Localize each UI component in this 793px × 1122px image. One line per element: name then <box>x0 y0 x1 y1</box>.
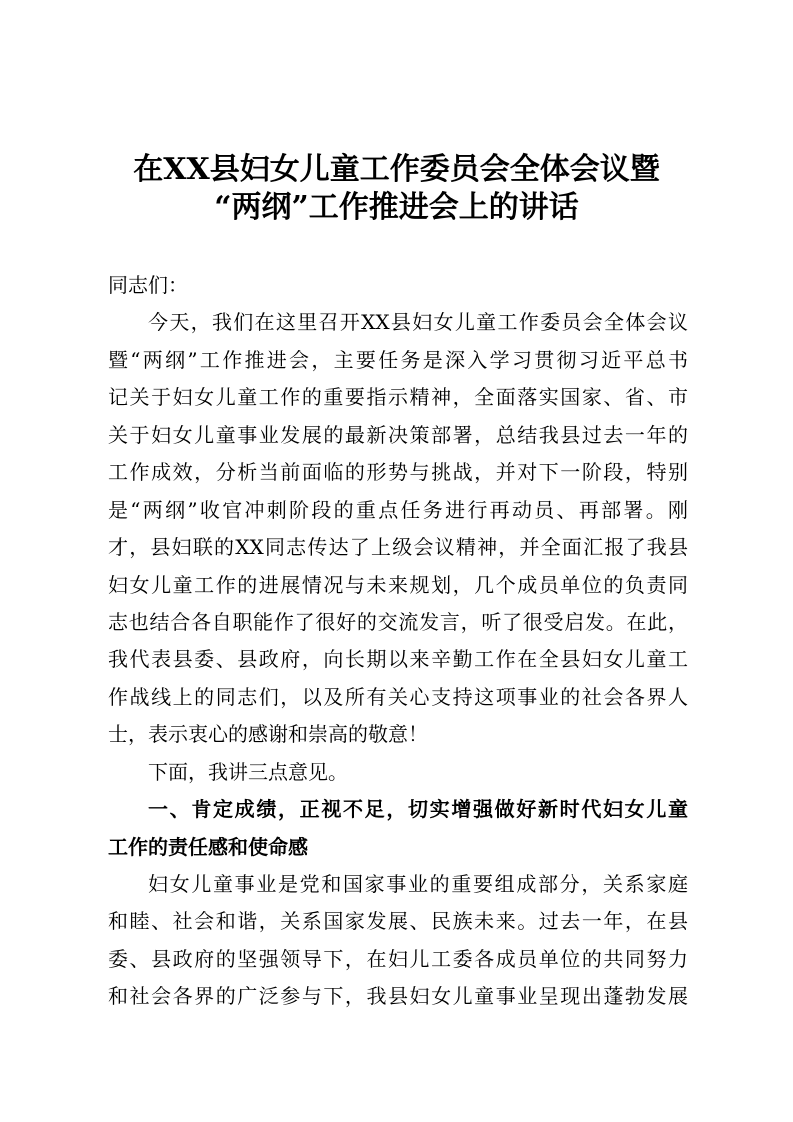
heading-line: 一、肯定成绩，正视不足，切实增强做好新时代妇女儿童 <box>148 797 688 822</box>
document-body <box>108 267 688 1016</box>
text-line: 关于妇女儿童事业发展的最新决策部署，总结我县过去一年的 <box>108 422 688 447</box>
document-title-line-2: “两纲”工作推进会上的讲话 <box>214 190 579 225</box>
text-line: 工作成效，分析当前面临的形势与挑战，并对下一阶段，特别 <box>108 460 688 485</box>
text-line: 士，表示衷心的感谢和崇高的敬意！ <box>108 722 428 747</box>
paragraph-intro <box>108 754 688 791</box>
paragraph-section-1 <box>108 866 688 1016</box>
text-line: 妇女儿童事业是党和国家事业的重要组成部分，关系家庭 <box>148 872 688 896</box>
text-line: 和睦、社会和谐，关系国家发展、民族未来。过去一年，在县 <box>108 909 688 934</box>
salutation: 同志们： <box>108 273 188 297</box>
text-line: 记关于妇女儿童工作的重要指示精神，全面落实国家、省、市 <box>108 385 688 410</box>
document-title-line-1: 在XX县妇女儿童工作委员会全体会议暨 <box>133 152 660 187</box>
text-line: 妇女儿童工作的进展情况与未来规划，几个成员单位的负责同 <box>108 572 688 597</box>
text-line: 我代表县委、县政府，向长期以来辛勤工作在全县妇女儿童工 <box>108 647 688 672</box>
text-line: 下面，我讲三点意见。 <box>148 759 348 784</box>
section-heading-1 <box>108 791 688 866</box>
heading-line: 工作的责任感和使命感 <box>108 834 308 859</box>
text-line: 今天，我们在这里召开XX县妇女儿童工作委员会全体会议 <box>148 310 688 335</box>
text-line: 志也结合各自职能作了很好的交流发言，听了很受启发。在此， <box>108 609 688 634</box>
text-line: 是“两纲”收官冲刺阶段的重点任务进行再动员、再部署。刚 <box>108 497 688 522</box>
text-line: 委、县政府的坚强领导下，在妇儿工委各成员单位的共同努力 <box>108 946 688 971</box>
text-line: 和社会各界的广泛参与下，我县妇女儿童事业呈现出蓬勃发展 <box>108 984 688 1009</box>
text-line: 作战线上的同志们，以及所有关心支持这项事业的社会各界人 <box>108 684 688 709</box>
text-line: 暨“两纲”工作推进会，主要任务是深入学习贯彻习近平总书 <box>108 347 688 372</box>
paragraph-opening <box>108 304 688 753</box>
text-line: 才，县妇联的XX同志传达了上级会议精神，并全面汇报了我县 <box>108 535 688 560</box>
